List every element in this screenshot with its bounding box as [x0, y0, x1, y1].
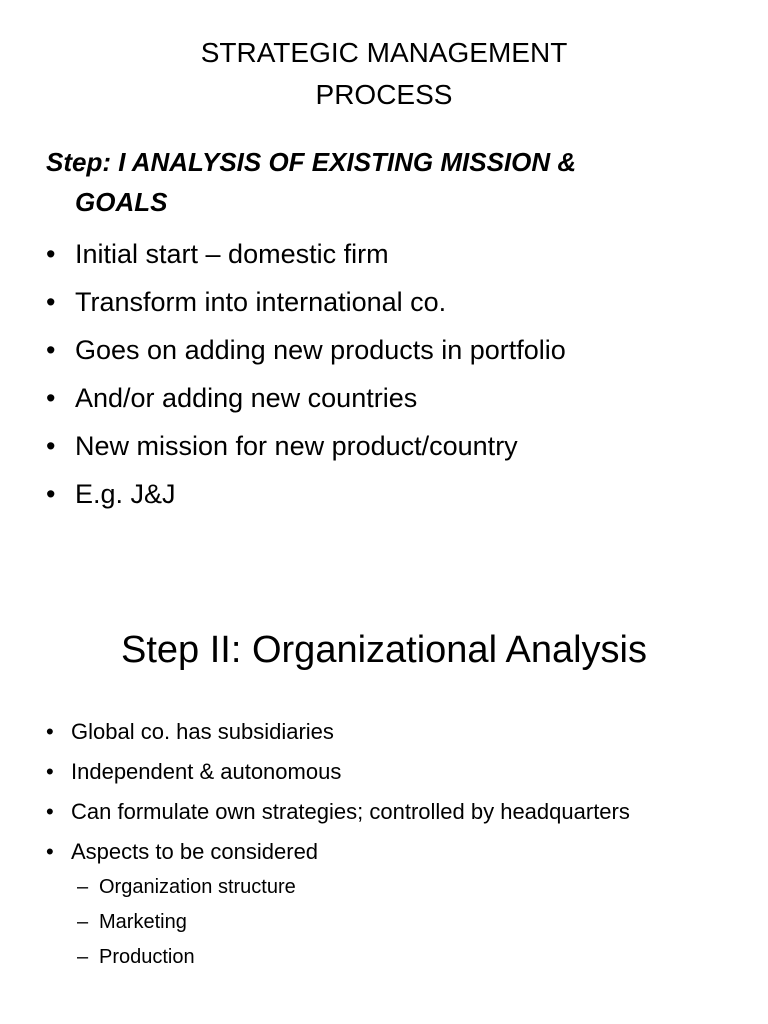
- list-item: [46, 278, 726, 326]
- bullet-text: Can formulate own strategies; controlled by headquarters: [71, 799, 630, 824]
- list-item: [46, 230, 726, 278]
- bullet-text: Goes on adding new products in portfolio: [75, 335, 566, 365]
- list-item: [46, 754, 726, 790]
- sub-bullet-text: Production: [99, 946, 195, 968]
- list-item: [46, 714, 726, 750]
- bullet-icon: •: [46, 431, 56, 461]
- bullet-text: Transform into international co.: [75, 287, 447, 317]
- bullet-icon: •: [46, 335, 56, 365]
- sub-bullet-text: Marketing: [99, 911, 187, 933]
- bullet-text: And/or adding new countries: [75, 383, 418, 413]
- bullet-icon: •: [46, 839, 54, 864]
- bullet-text: Initial start – domestic firm: [75, 239, 389, 269]
- bullet-icon: •: [46, 383, 56, 413]
- slide1-title-line2: PROCESS: [315, 79, 453, 110]
- list-item: [46, 422, 726, 470]
- bullet-icon: •: [46, 287, 56, 317]
- bullet-text: E.g. J&J: [75, 479, 176, 509]
- bullet-text: Global co. has subsidiaries: [71, 719, 334, 744]
- dash-icon: –: [77, 911, 89, 933]
- step1-heading: [46, 142, 686, 222]
- sub-list-item: [71, 940, 726, 975]
- step1-heading-line1: Step: I ANALYSIS OF EXISTING MISSION &: [46, 147, 577, 177]
- list-item: [46, 794, 726, 830]
- sub-list-item: [71, 870, 726, 905]
- bullet-text: New mission for new product/country: [75, 431, 518, 461]
- bullet-icon: •: [46, 239, 56, 269]
- bullet-icon: •: [46, 479, 56, 509]
- list-item: [46, 470, 726, 518]
- bullet-text: Aspects to be considered: [71, 839, 319, 864]
- list-item: [46, 326, 726, 374]
- bullet-icon: •: [46, 759, 54, 784]
- bullet-text: Independent & autonomous: [71, 759, 342, 784]
- step2-bullet-list: [46, 714, 726, 979]
- bullet-icon: •: [46, 719, 54, 744]
- sub-list-item: [71, 905, 726, 940]
- dash-icon: –: [77, 876, 89, 898]
- list-item: [46, 374, 726, 422]
- slide2-title: Step II: Organizational Analysis: [121, 629, 647, 671]
- step1-bullet-list: [46, 230, 726, 518]
- step1-heading-line2: GOALS: [75, 187, 168, 217]
- sub-bullet-text: Organization structure: [99, 876, 296, 898]
- slide1-title: [0, 32, 768, 116]
- dash-icon: –: [77, 946, 89, 968]
- bullet-icon: •: [46, 799, 54, 824]
- list-item: [46, 834, 726, 975]
- aspects-sub-list: [71, 870, 726, 975]
- slide1-title-line1: STRATEGIC MANAGEMENT: [200, 37, 568, 68]
